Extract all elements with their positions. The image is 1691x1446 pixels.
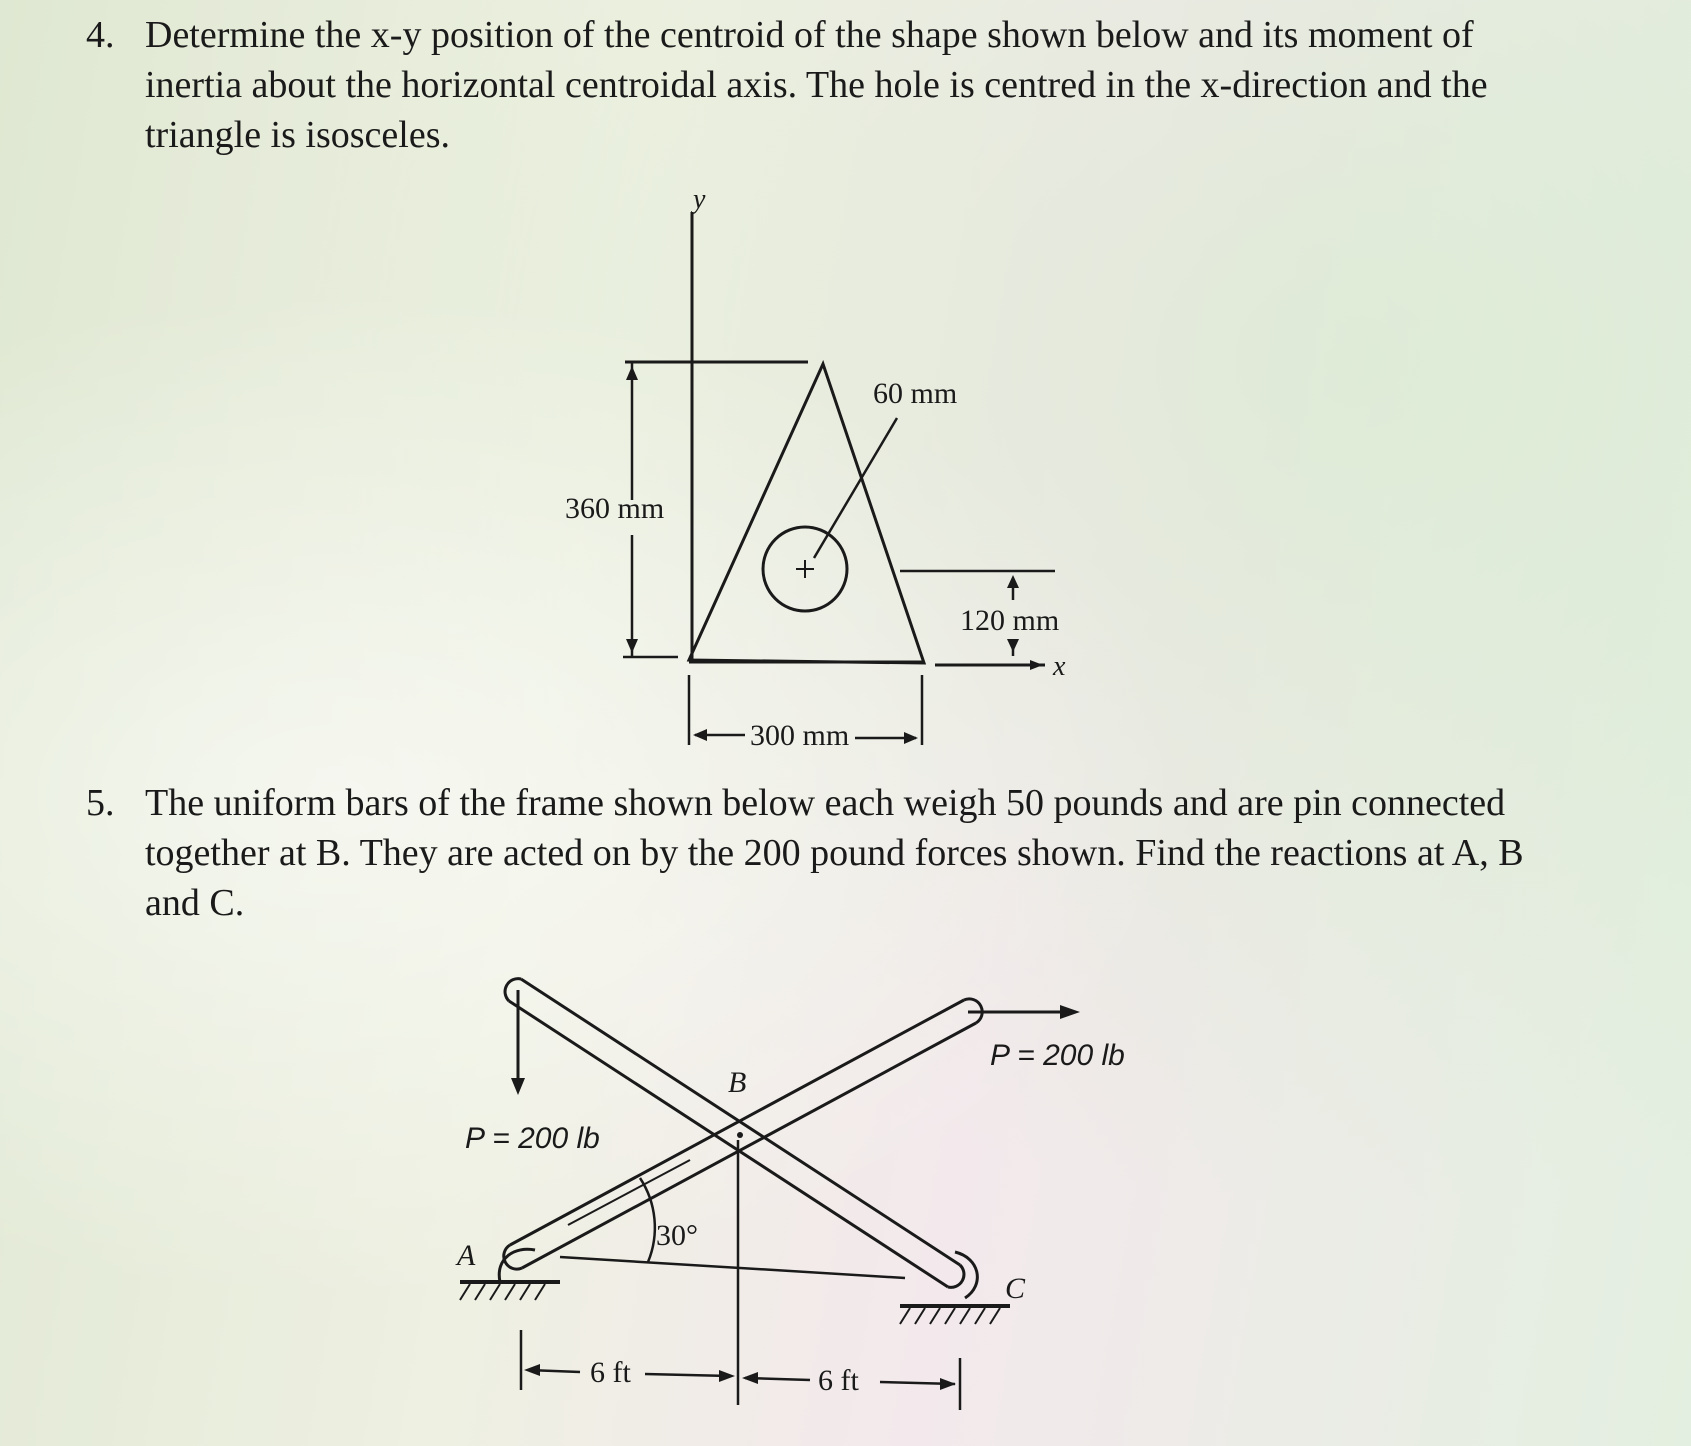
problem-5-line-1: The uniform bars of the frame shown below each weigh 50 pounds and are pin connected	[145, 782, 1506, 824]
pin-b	[737, 1132, 743, 1138]
force-left-label: P = 200 lb	[465, 1122, 600, 1155]
dimension-left-label: 6 ft	[590, 1356, 631, 1389]
problem-4-line-3: triangle is isosceles.	[145, 114, 450, 156]
problem-4-line-1: Determine the x-y position of the centroid of the shape shown below and its moment of	[145, 14, 1474, 56]
label-c: C	[1005, 1272, 1026, 1305]
force-right-label: P = 200 lb	[990, 1039, 1125, 1072]
problem-5-line-3: and C.	[145, 882, 245, 924]
hole-diameter-label: 60 mm	[873, 377, 958, 410]
problem-5-line-2: together at B. They are acted on by the 200 pound forces shown. Find the reactions at A, B	[145, 832, 1524, 874]
problem-4-number: 4.	[86, 14, 115, 56]
label-b: B	[728, 1066, 747, 1099]
x-axis-label: x	[1053, 651, 1066, 682]
problem-4-line-2: inertia about the horizontal centroidal axis. The hole is centred in the x-direction and the	[145, 64, 1488, 106]
label-a: A	[457, 1239, 476, 1272]
horizontal-reference	[560, 1257, 905, 1278]
angle-arc	[640, 1178, 655, 1262]
dimension-right-label: 6 ft	[818, 1364, 859, 1397]
hole-height-label: 120 mm	[960, 604, 1060, 637]
angle-label: 30°	[656, 1219, 698, 1252]
base-label: 300 mm	[750, 719, 850, 752]
problem-5-number: 5.	[86, 782, 115, 824]
height-label: 360 mm	[565, 492, 665, 525]
y-axis-label: y	[693, 184, 706, 215]
support-c	[955, 1252, 977, 1298]
